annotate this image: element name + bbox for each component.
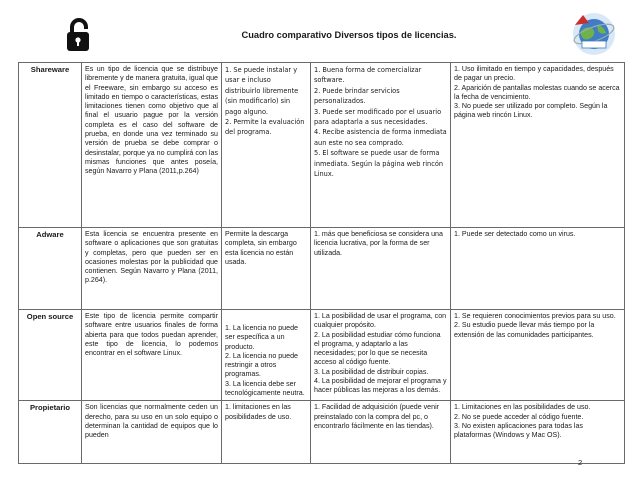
cell-item: 1. Uso ilimitado en tiempo y capacidades, después de pagar un precio.: [454, 65, 614, 83]
cell-item: 1. Se requieren conocimientos previos para su uso.: [454, 312, 616, 320]
license-description: Es un tipo de licencia que se distribuye libremente y de manera gratuita, igual que el Freeware, sin embargo su acceso es limitado en tiempo o características, estas limitaciones tienen como objetivo que al final el usuario pague por la versión completa es el caso del software de prueba, en donde una vez terminado su versión de prueba se debe comprar o desinstalar, porque ya no cumplirá con las mismas funciones que antes poseía, según Navarro y Plana (2011,p.264): [82, 63, 222, 228]
license-description: Este tipo de licencia permite compartir software entre usuarios finales de forma abierta para que todos puedan aprender, este tipo de licencia, lo podemos encontrar en el software Linux.: [82, 310, 222, 401]
license-description: Son licencias que normalmente ceden un derecho, para su uso en un solo equipo o determinan la cantidad de equipos que lo pueden: [82, 401, 222, 464]
cell-item: 2. Permite la evaluación del programa.: [225, 118, 305, 137]
advantages-cell: [311, 401, 451, 464]
cell-item: 1. La licencia no puede ser específica a un producto.: [225, 324, 298, 351]
document-title: Cuadro comparativo Diversos tipos de licencias.: [241, 30, 457, 40]
advantages-cell: [311, 310, 451, 401]
cell-item: 2. La licencia no puede restringir a otros programas.: [225, 351, 298, 379]
license-name: Shareware: [19, 63, 82, 228]
disadvantages-cell: [451, 63, 625, 228]
characteristics-cell: [222, 310, 311, 401]
characteristics-cell: [222, 228, 311, 310]
disadvantages-cell: [451, 401, 625, 464]
license-name: Propietario: [19, 401, 82, 464]
cell-item: 2. La posibilidad estudiar cómo funciona el programa, y adaptarlo a las necesidades; por lo que se necesita acceso al código fuente.: [314, 330, 441, 367]
advantages-cell: [311, 63, 451, 228]
cell-item: 2. Su estudio puede llevar más tiempo por la extensión de las comunidades participantes.: [454, 321, 595, 339]
characteristics-cell: [222, 401, 311, 464]
characteristics-cell: [222, 63, 311, 228]
cell-item: 1. Se puede instalar y usar e incluso distribuirlo libremente (sin modificarlo) sin pago alguno.: [225, 66, 299, 116]
cell-item: 2. No se puede acceder al código fuente.: [454, 412, 584, 421]
cell-item: 3. No puede ser utilizado por completo. Según la página web rincón Linux.: [454, 102, 608, 120]
table-row: [19, 401, 625, 464]
cell-item: 1. Buena forma de comercializar software.: [314, 66, 422, 85]
cell-item: 1. Facilidad de adquisición (puede venir preinstalado con la compra del pc, o encontrarlo fácilmente en las tiendas).: [314, 403, 440, 430]
cell-item: 2. Aparición de pantallas molestas cuando se acerca la fecha de vencimiento.: [454, 83, 620, 101]
cell-item: 1. más que beneficiosa se considera una licencia lucrativa, por la forma de ser utilizada.: [314, 230, 443, 257]
disadvantages-cell: [451, 228, 625, 310]
table-row: [19, 63, 625, 228]
license-description: Esta licencia se encuentra presente en software o aplicaciones que son gratuitas y completas, pero que pueden ser en ocasiones molestas por la publicidad que contienen. Según Navarro y Plana (2011, p.264).: [82, 228, 222, 310]
table-row: [19, 310, 625, 401]
cell-item: 1. La posibilidad de usar el programa, con cualquier propósito.: [314, 312, 447, 330]
license-name: Adware: [19, 228, 82, 310]
cell-item: 3. La posibilidad de distribuir copias.: [314, 367, 429, 376]
cell-item: Permite la descarga completa, sin embargo esta licencia no están usada.: [225, 230, 297, 266]
cell-item: 1. Puede ser detectado como un virus.: [454, 230, 576, 238]
advantages-cell: [311, 228, 451, 310]
cell-item: 4. La posibilidad de mejorar el programa y hacer públicas las mejoras a los demás.: [314, 377, 447, 395]
cell-item: 2. Puede brindar servicios personalizados.: [314, 86, 400, 106]
table-row: [19, 228, 625, 310]
license-comparison-table: [18, 62, 625, 464]
page-number: 2: [578, 458, 583, 467]
cell-item: 1. limitaciones en las posibilidades de uso.: [225, 403, 292, 421]
cell-item: 3. No existen aplicaciones para todas las plataformas (Windows y Mac OS).: [454, 421, 583, 440]
cell-item: 3. Puede ser modificado por el usuario para adaptarla a sus necesidades.: [314, 107, 442, 127]
cell-item: 1. Limitaciones en las posibilidades de uso.: [454, 403, 591, 412]
cell-item: 5. El software se puede usar de forma inmediata. Según la página web rincón Linux.: [314, 149, 444, 179]
cell-item: 4. Recibe asistencia de forma inmediata aun este no sea comprado.: [314, 128, 447, 147]
disadvantages-cell: [451, 310, 625, 401]
cell-item: 3. La licencia debe ser tecnológicamente neutra.: [225, 379, 305, 398]
license-name: Open source: [19, 310, 82, 401]
